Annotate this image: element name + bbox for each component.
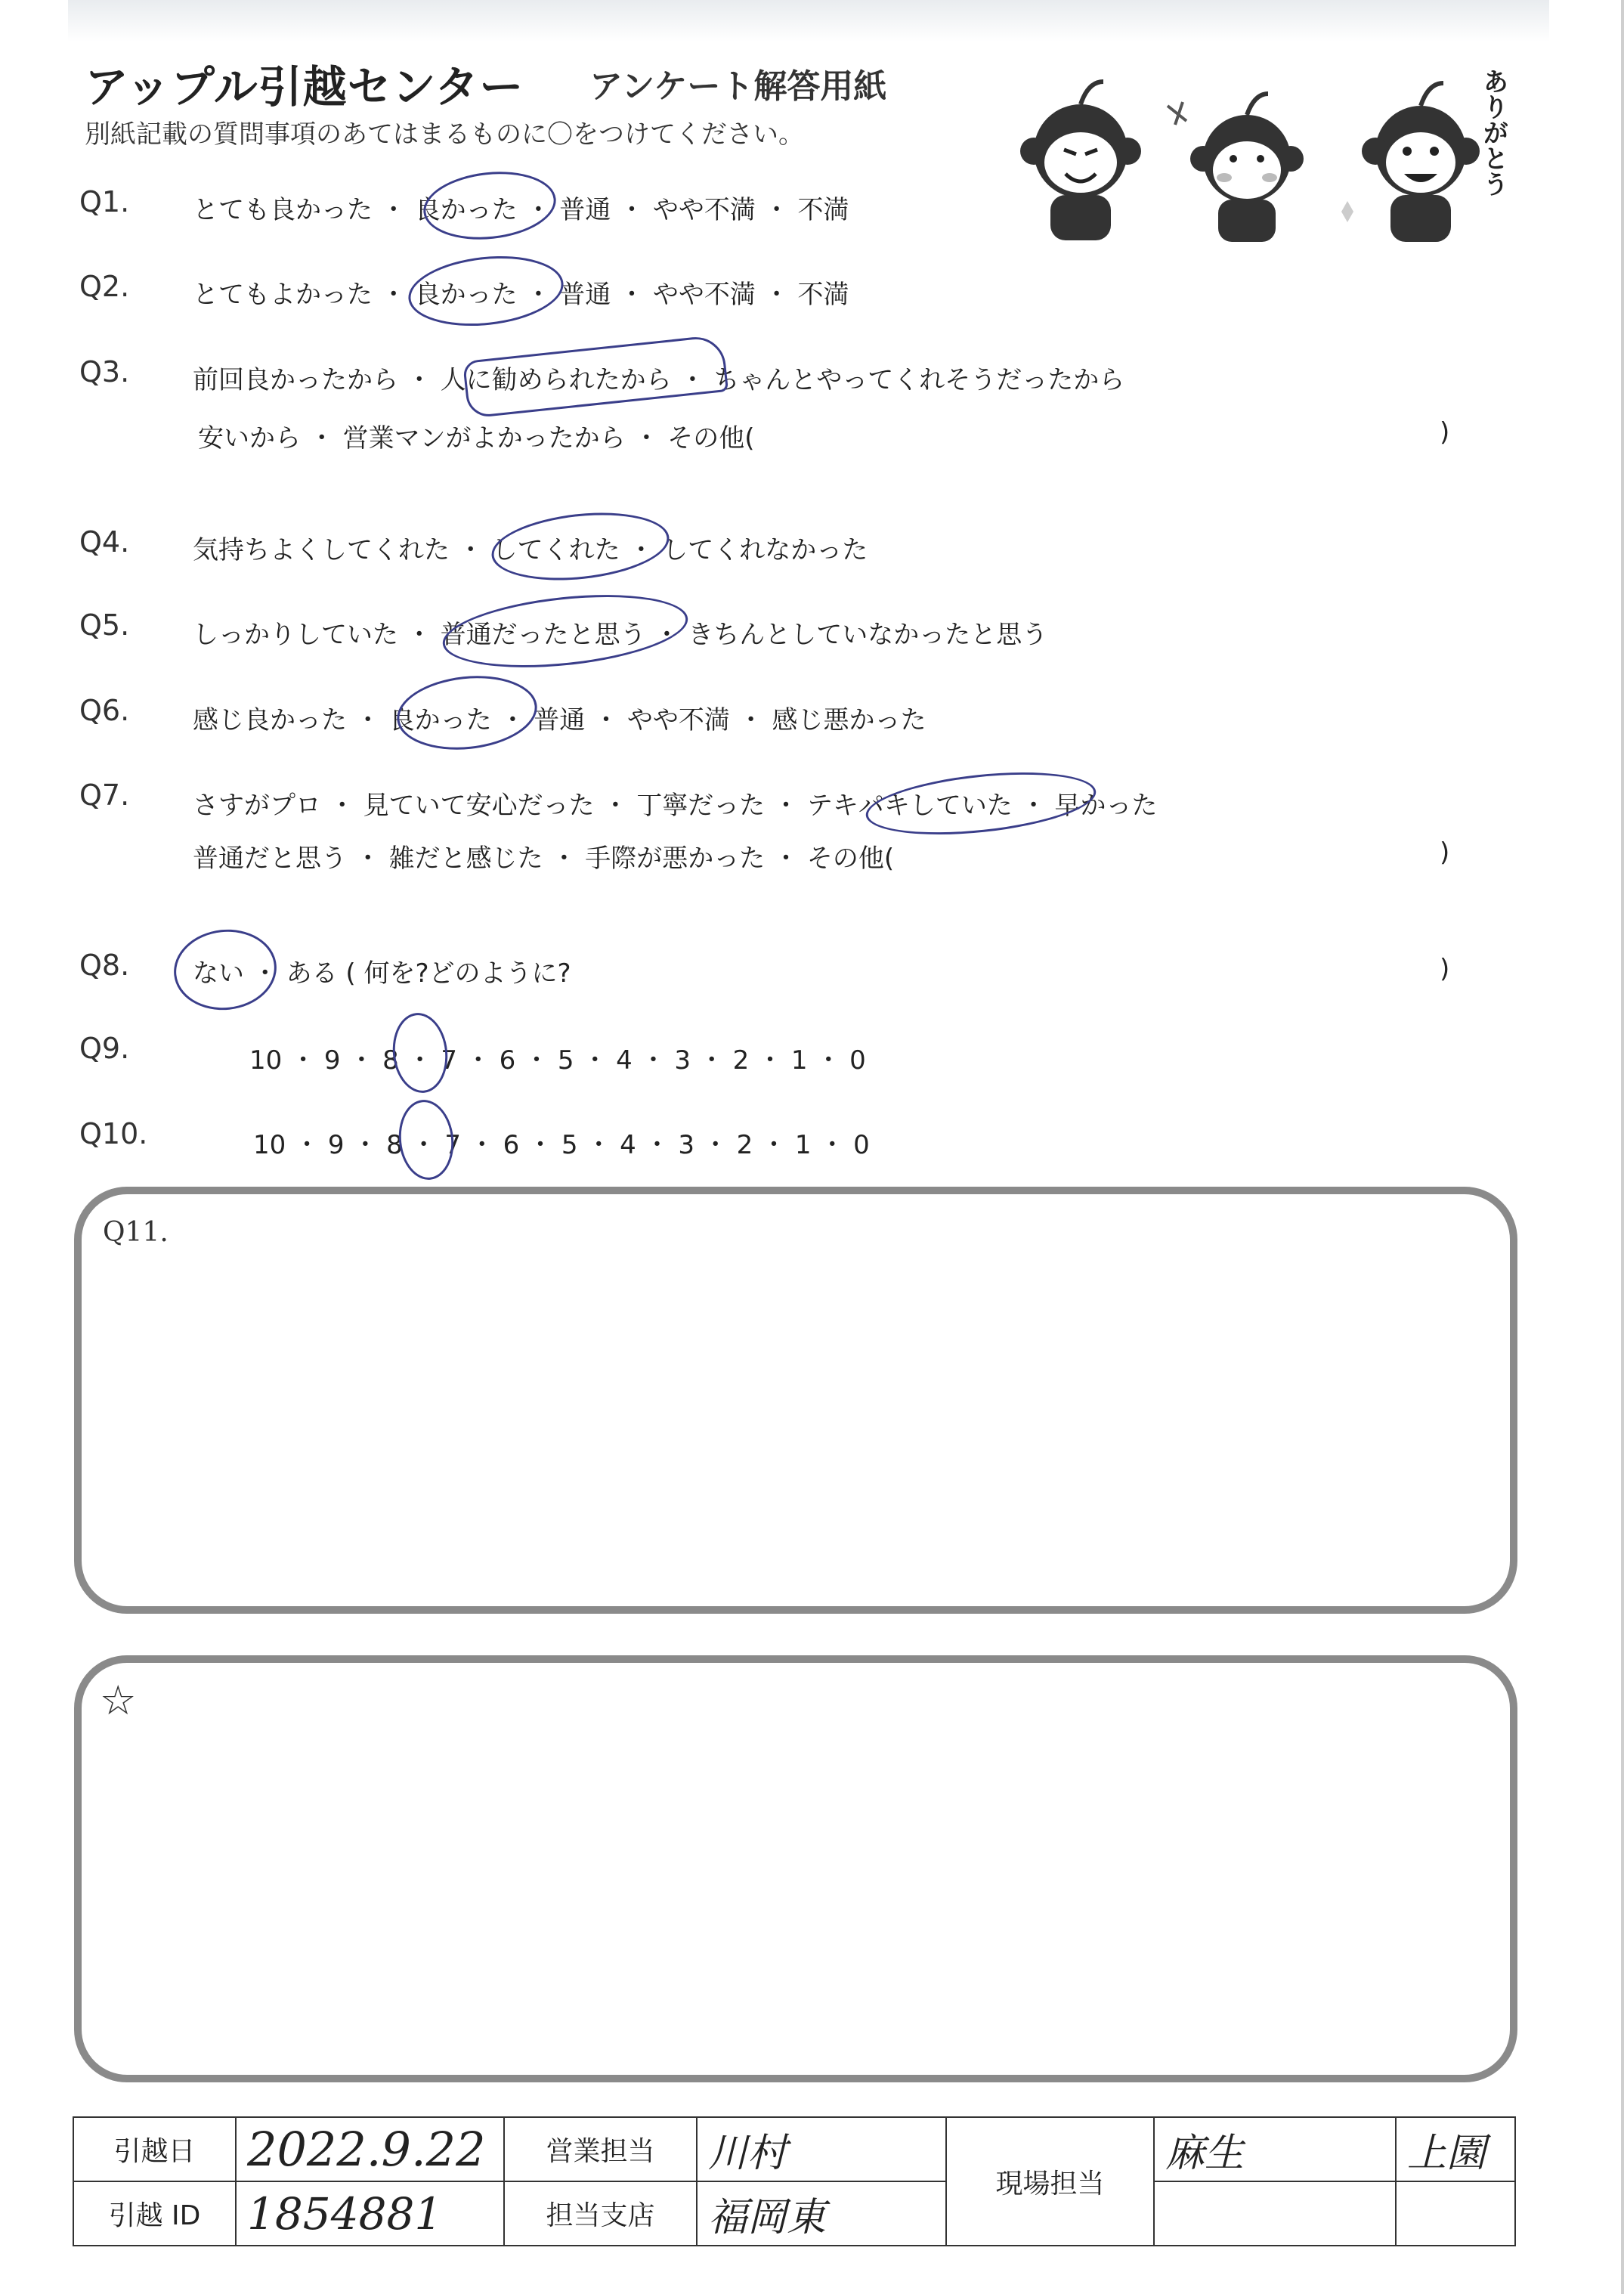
scan-edge xyxy=(1621,0,1624,2294)
q3-selection-circle xyxy=(462,334,728,419)
q7-close-paren: ) xyxy=(1440,837,1450,868)
q4-options: 気持ちよくしてくれた ・ してくれた ・ してくれなかった xyxy=(193,535,868,565)
q5-selection-circle xyxy=(439,584,691,678)
move-date-value: 2022.9.22 xyxy=(236,2117,504,2181)
mascot-illustration xyxy=(998,60,1527,257)
q1-label: Q1. xyxy=(79,185,130,218)
q2-label: Q2. xyxy=(79,270,130,303)
q11-label: Q11. xyxy=(103,1217,169,1248)
q4-label: Q4. xyxy=(79,525,130,559)
q8-label: Q8. xyxy=(79,949,130,982)
q8-selection-circle xyxy=(170,924,280,1015)
q2-options: とてもよかった ・ 良かった ・ 普通 ・ やや不満 ・ 不満 xyxy=(193,280,849,310)
q6-label: Q6. xyxy=(79,694,130,727)
thanks-text: ありがとう xyxy=(1478,68,1508,197)
move-id-value: 1854881 xyxy=(236,2181,504,2246)
q7-label: Q7. xyxy=(79,779,130,812)
q1-options: とても良かった ・ 良かった ・ 普通 ・ やや不満 ・ 不満 xyxy=(193,195,849,225)
q8-options: ない ・ ある ( 何を?どのように? xyxy=(193,958,571,989)
sales-value: 川村 xyxy=(697,2117,946,2181)
q3-label: Q3. xyxy=(79,355,130,389)
company-title: アップル引越センター xyxy=(85,61,524,113)
branch-value: 福岡東 xyxy=(697,2181,946,2246)
q6-selection-circle xyxy=(393,670,540,757)
site-staff-empty-1 xyxy=(1154,2181,1396,2246)
q7-options-line1: さすがプロ ・ 見ていて安心だった ・ 丁寧だった ・ テキパキしていた ・ 早かった xyxy=(193,791,1158,821)
footer-info-table xyxy=(73,2116,1516,2246)
form-subtitle: アンケート解答用紙 xyxy=(589,67,887,106)
q8-close-paren: ) xyxy=(1440,954,1450,984)
q2-selection-circle xyxy=(405,249,567,333)
site-staff-2: 上園 xyxy=(1396,2117,1515,2181)
q1-selection-circle xyxy=(420,166,559,246)
site-staff-empty-2 xyxy=(1396,2181,1515,2246)
q10-scale: 10 ・ 9 ・ 8 ・ 7 ・ 6 ・ 5 ・ 4 ・ 3 ・ 2 ・ 1 ・ 0 xyxy=(253,1130,870,1160)
move-id-label: 引越 ID xyxy=(73,2181,236,2246)
q7-options-line2: 普通だと思う ・ 雑だと感じた ・ 手際が悪かった ・ その他( xyxy=(193,844,895,874)
q9-label: Q9. xyxy=(79,1032,130,1065)
monkey-icon-left xyxy=(1020,82,1141,240)
sales-label: 営業担当 xyxy=(504,2117,697,2181)
q10-label: Q10. xyxy=(79,1117,148,1150)
q9-selection-circle xyxy=(389,1011,452,1096)
q3-options-line2: 安いから ・ 営業マンがよかったから ・ その他( xyxy=(198,423,755,454)
q3-options-line1: 前回良かったから ・ 人に勧められたから ・ ちゃんとやってくれそうだったから xyxy=(193,365,1125,395)
site-staff-1: 麻生 xyxy=(1154,2117,1396,2181)
q5-label: Q5. xyxy=(79,608,130,642)
q3-close-paren: ) xyxy=(1440,417,1450,447)
move-date-label: 引越日 xyxy=(73,2117,236,2181)
q7-selection-circle xyxy=(863,763,1099,844)
q10-selection-circle xyxy=(395,1097,458,1183)
q11-comment-box[interactable] xyxy=(74,1187,1517,1614)
form-instruction: 別紙記載の質問事項のあてはまるものに〇をつけてください。 xyxy=(85,119,804,150)
q9-scale: 10 ・ 9 ・ 8 ・ 7 ・ 6 ・ 5 ・ 4 ・ 3 ・ 2 ・ 1 ・ 0 xyxy=(249,1045,866,1076)
monkey-icon-middle xyxy=(1168,94,1304,242)
q5-options: しっかりしていた ・ 普通だったと思う ・ きちんとしていなかったと思う xyxy=(193,620,1048,650)
monkey-icon-right xyxy=(1341,83,1480,242)
site-label: 現場担当 xyxy=(946,2117,1154,2246)
star-icon: ☆ xyxy=(100,1676,137,1724)
branch-label: 担当支店 xyxy=(504,2181,697,2246)
q6-options: 感じ良かった ・ 良かった ・ 普通 ・ やや不満 ・ 感じ悪かった xyxy=(193,705,926,735)
scan-artifact-top xyxy=(68,0,1549,42)
star-comment-box[interactable] xyxy=(74,1655,1517,2082)
q4-selection-circle xyxy=(488,505,673,588)
